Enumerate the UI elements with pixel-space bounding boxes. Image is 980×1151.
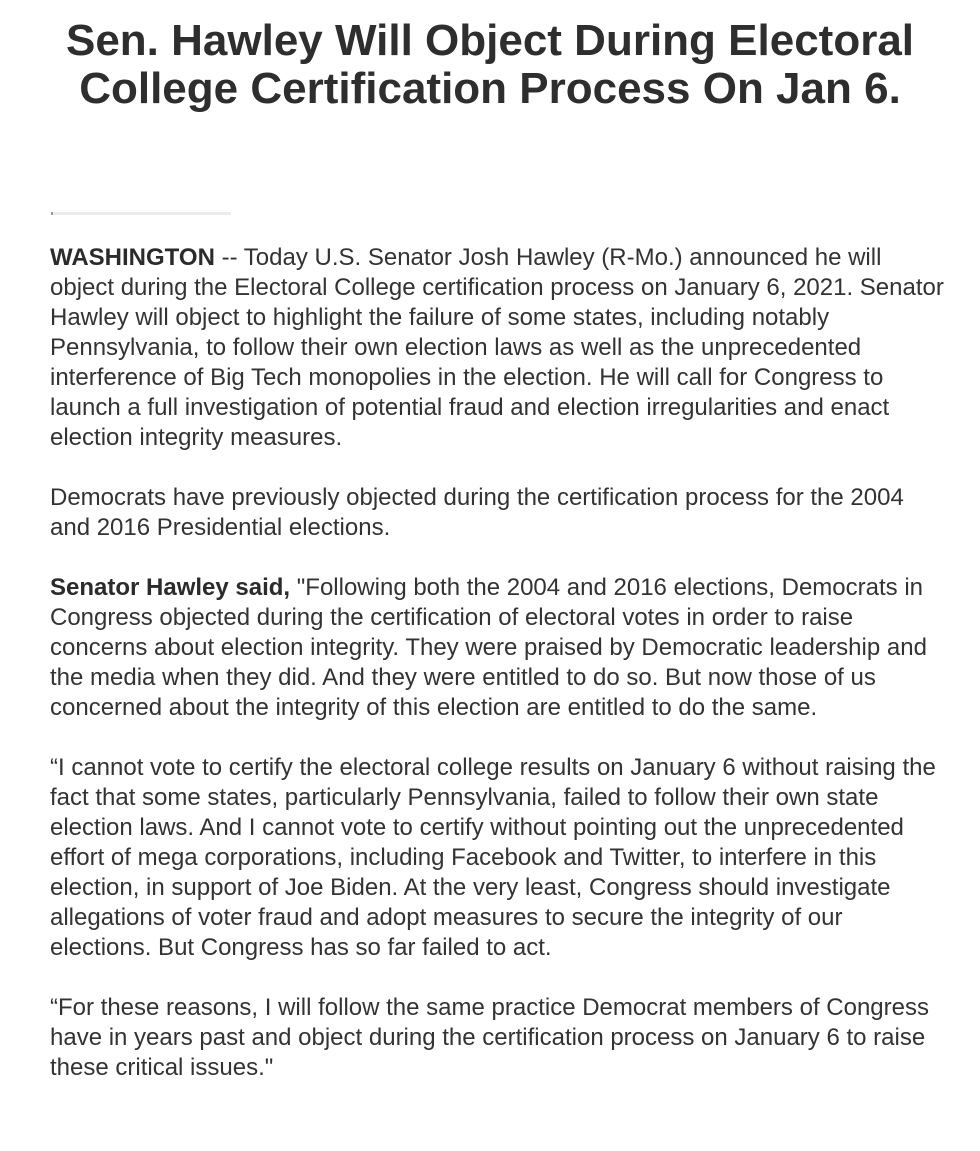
divider-mark: [51, 212, 53, 215]
paragraph-background: [50, 483, 950, 543]
paragraph-intro: [50, 243, 950, 453]
paragraph-text: -- Today U.S. Senator Josh Hawley (R-Mo.) announced he will object during the Electoral College certification process on January 6, 2021. Senator Hawley will object to highlight the failure of some states, including notably Pennsylvania, to follow their own election laws as well as the unprecedented interference of Big Tech monopolies in the election. He will call for Congress to launch a full investigation of potential fraud and election irregularities and enact election integrity measures.: [50, 244, 944, 451]
paragraph-text: "Following both the 2004 and 2016 elections, Democrats in Congress objected during the certification of electoral votes in order to raise concerns about election integrity. They were praised by Democratic leadership and the media when they did. And they were entitled to do so. But now those of us concerned about the integrity of this election are entitled to do the same.: [50, 574, 927, 721]
paragraph-quote-conclusion: [50, 993, 950, 1083]
paragraph-text: Democrats have previously objected during the certification process for the 2004 and 2016 Presidential elections.: [50, 484, 904, 541]
speaker-attribution: Senator Hawley said,: [50, 574, 291, 601]
article-body: [50, 243, 950, 1113]
paragraph-text: “I cannot vote to certify the electoral college results on January 6 without raising the fact that some states, particularly Pennsylvania, failed to follow their own state election laws. And I cannot vote to certify without pointing out the unprecedented effort of mega corporations, including Facebook and Twitter, to interfere in this election, in support of Joe Biden. At the very least, Congress should investigate allegations of voter fraud and adopt measures to secure the integrity of our elections. But Congress has so far failed to act.: [50, 754, 936, 961]
dateline: WASHINGTON: [50, 244, 215, 271]
title-divider: [51, 212, 231, 215]
article-title: Sen. Hawley Will Object During Electoral College Certification Process On Jan 6.: [65, 16, 915, 113]
paragraph-quote-body: [50, 753, 950, 963]
paragraph-quote-intro: [50, 573, 950, 723]
paragraph-text: “For these reasons, I will follow the same practice Democrat members of Congress have in years past and object during the certification process on January 6 to raise these critical issues.": [50, 994, 929, 1081]
